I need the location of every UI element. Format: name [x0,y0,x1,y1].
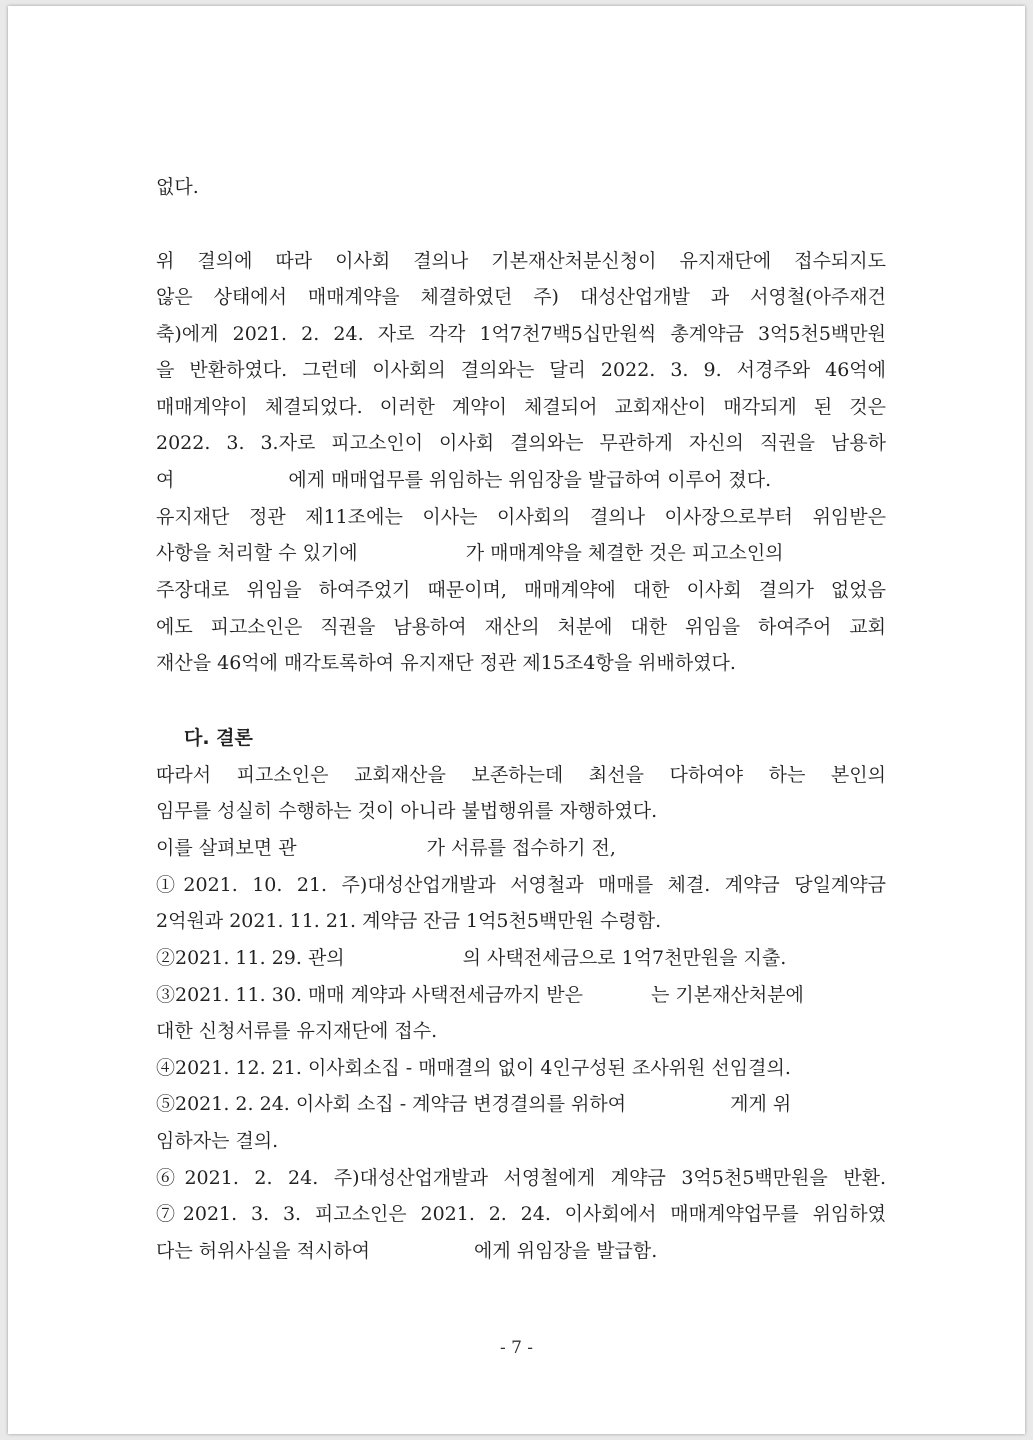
text-line [156,796,886,826]
text-span: 없다. [156,176,199,198]
text-span: ④2021. 12. 21. 이사회소집 - 매매결의 없이 4인구성된 조사위원 선임결의. [156,1057,791,1079]
text-line: 2022. 3. 3.자로 피고소인이 이사회 결의와는 무관하게 자신의 직권을 남용하 [156,432,886,454]
text-span: 재산을 46억에 매각토록하여 유지재단 정관 제15조4항을 위배하였다. [156,652,736,674]
text-line [156,1016,886,1046]
redacted-area [345,947,463,971]
text-line: 위 결의에 따라 이사회 결의나 기본재산처분신청이 유지재단에 접수되지도 [156,250,886,272]
document-page [8,6,1025,1434]
text-line: 축)에게 2021. 2. 24. 자로 각각 1억7천7백5십만원씩 총계약금 3억5천5백만원 [156,323,886,345]
section-heading: 다. 결론 [184,727,253,749]
text-span: 2억원과 2021. 11. 21. 계약금 잔금 1억5천5백만원 수령함. [156,910,662,932]
text-span: 의 사택전세금으로 1억7천만원을 지출. [462,947,787,969]
text-line: 유지재단 정관 제11조에는 이사는 이사회의 결의나 이사장으로부터 위임받은 [156,506,886,528]
text-line [156,906,886,936]
text-span: 가 서류를 접수하기 전, [426,837,616,859]
text-span: ⑤2021. 2. 24. 이사회 소집 - 계약금 변경결의를 위하여 [156,1093,627,1115]
text-span: 는 기본재산처분에 [651,984,804,1006]
redacted-area [180,469,288,493]
text-line [156,833,886,863]
text-line: 을 반환하였다. 그런데 이사회의 결의와는 달리 2022. 3. 9. 서경주와 46억에 [156,359,886,381]
text-span: 임하자는 결의. [156,1130,279,1152]
text-line: 에도 피고소인은 직권을 남용하여 재산의 처분에 대한 위임을 하여주어 교회 [156,616,886,638]
text-line [156,1236,886,1266]
text-span: 이를 살펴보면 관 [156,837,297,859]
text-line: 주장대로 위임을 하여주었기 때문이며, 매매계약에 대한 이사회 결의가 없었음 [156,579,886,601]
text-span: ③2021. 11. 30. 매매 계약과 사택전세금까지 받은 [156,984,584,1006]
text-line [156,1126,886,1156]
text-line [156,943,886,973]
text-span: 에게 위임장을 발급함. [473,1240,658,1262]
text-span: 여 [156,469,181,491]
text-line: 매매계약이 체결되었다. 이러한 계약이 체결되어 교회재산이 매각되게 된 것은 [156,396,886,418]
text-span: 가 매매계약을 체결한 것은 피고소인의 [465,542,784,564]
text-line [156,465,886,495]
redacted-area [583,984,651,1008]
text-span: 임무를 성실히 수행하는 것이 아니라 불법행위를 자행하였다. [156,800,658,822]
text-span: 게게 위 [730,1093,792,1115]
text-span: 사항을 처리할 수 있기에 [156,542,364,564]
text-line: ⑥2021. 2. 24. 주)대성산업개발과 서영철에게 계약금 3억5천5백만원을 반환. [156,1167,886,1189]
text-line [156,172,886,202]
redacted-area [364,542,466,566]
text-span: 에게 매매업무를 위임하는 위임장을 발급하여 이루어 졌다. [288,469,772,491]
redacted-area [370,1240,474,1264]
text-line [156,538,886,568]
text-line [156,648,886,678]
redacted-area [626,1093,730,1117]
text-span: 대한 신청서류를 유지재단에 접수. [156,1020,438,1042]
text-span: 다는 허위사실을 적시하여 [156,1240,370,1262]
text-line: 따라서 피고소인은 교회재산을 보존하는데 최선을 다하여야 하는 본인의 [156,764,886,786]
page-number: - 7 - [499,1338,534,1358]
text-line [156,1053,886,1083]
text-line: ⑦2021. 3. 3. 피고소인은 2021. 2. 24. 이사회에서 매매계약업무를 위임하였 [156,1203,886,1225]
text-line: 않은 상태에서 매매계약을 체결하였던 주) 대성산업개발 과 서영철(아주재건 [156,286,886,308]
text-span: ②2021. 11. 29. 관의 [156,947,345,969]
text-line: ①2021. 10. 21. 주)대성산업개발과 서영철과 매매를 체결. 계약금 당일계약금 [156,874,886,896]
text-line [156,980,886,1010]
text-line [156,1089,886,1119]
redacted-area [297,837,427,861]
